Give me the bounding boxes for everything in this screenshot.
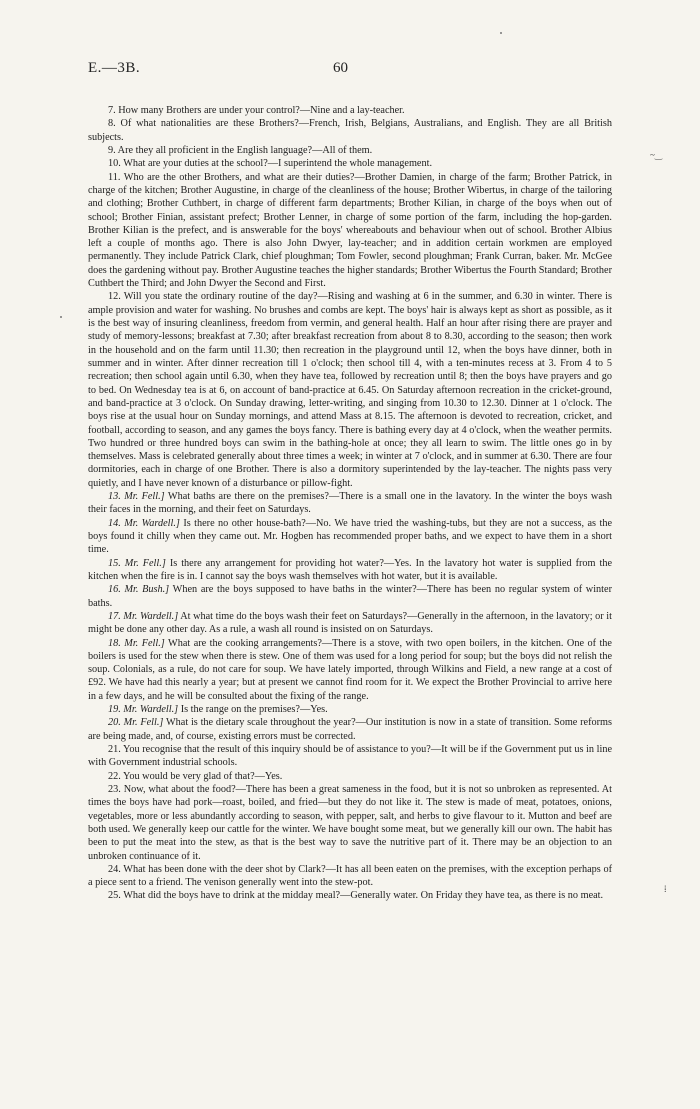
paragraph-text: 9. Are they all proficient in the English language?—All of them. (108, 144, 373, 156)
paragraph (88, 637, 612, 704)
paragraph (88, 144, 612, 157)
paragraph (88, 863, 612, 890)
paragraph-text: 11. Who are the other Brothers, and what are their duties?—Brother Damien, in charge of the farm; Brother Patrick, in charge of the kitchen; Brother Augustine, in charge of the cleanliness of the house; Brother Wibertus, in charge of the tailoring and clothing; Brother Cuthbert, in charge of different farm departments; Brother Kilian, in charge of the boys when out of school; Brother Finian, assistant prefect; Brother Lenner, in charge of some portion of the farm, including the hop-garden. Brother Kilian is the prefect, and is answerable for the boys' whereabouts and behaviour when out of school. Brother Albius left a couple of months ago. There is also John Dwyer, lay-teacher; and in addition certain workmen are employed permanently. They include Patrick Clark, chief ploughman; Tom Fowler, second ploughman; Frank Curran, baker. Mr. McGee does the gardening without pay. Brother Augustine teaches the higher standards; Brother Wibertus the Fourth Standard; Brother Cuthbert the Third; and John Dwyer the Second and First. (88, 171, 612, 290)
scan-speck (500, 32, 502, 34)
page-number: 60 (333, 60, 348, 76)
document-reference: E.—3B. (88, 60, 141, 76)
paragraph (88, 889, 612, 902)
paragraph (88, 557, 612, 584)
margin-mark: ⁞ (664, 884, 667, 894)
question-speaker: 18. Mr. Fell.] (108, 637, 165, 649)
paragraph-text: What is the dietary scale throughout the year?—Our institution is now in a state of transition. Some reforms are being made, and, of course, existing errors must be corrected. (88, 717, 612, 742)
paragraph (88, 703, 612, 716)
paragraph-text: 25. What did the boys have to drink at the midday meal?—Generally water. On Friday they have tea, as there is no meat. (108, 890, 604, 902)
paragraph-text: 23. Now, what about the food?—There has been a great sameness in the food, but it is not so unbroken as represented. At times the boys have had pork—roast, boiled, and fried—but they do not like it. The stew is made of meat, potatoes, onions, vegetables, more or less abundantly according to season, with pepper, salt, and herbs to give flavour to it. Mutton and beef are both used. We generally keep our cattle for the winter. We have bought some meat, but we generally kill our own. The habit has been to put the meat into the stew, as that is the best way to save the nutritive part of it. There may be an objection to an unbroken continuance of it. (88, 783, 612, 862)
paragraph-text: 22. You would be very glad of that?—Yes. (108, 770, 283, 782)
paragraph-text: 21. You recognise that the result of this inquiry should be of assistance to you?—It will be if the Government put us in line with Government industrial schools. (88, 744, 612, 769)
paragraph-text: At what time do the boys wash their feet on Saturdays?—Generally in the afternoon, in the lavatory; or it might be done any other day. As a rule, a wash all round is insisted on on Saturdays. (88, 610, 612, 636)
question-speaker: 16. Mr. Bush.] (108, 584, 170, 596)
question-speaker: 15. Mr. Fell.] (108, 557, 166, 569)
paragraph-text: 8. Of what nationalities are these Brothers?—French, Irish, Belgians, Australians, and English. They are all British subjects. (88, 118, 612, 143)
question-speaker: 20. Mr. Fell.] (108, 717, 164, 729)
paragraph (88, 517, 612, 557)
paragraph-text: When are the boys supposed to have baths in the winter?—There has been no regular system of winter baths. (88, 584, 612, 609)
paragraph (88, 716, 612, 743)
paragraph (88, 157, 612, 170)
page-header (88, 60, 612, 84)
paragraph (88, 583, 612, 610)
paragraph-text: Is there any arrangement for providing hot water?—Yes. In the lavatory hot water is supplied from the kitchen when the fire is in. I cannot say the boys wash themselves with hot water, but it is available. (88, 557, 613, 582)
paragraph (88, 117, 612, 144)
paragraph-text: 12. Will you state the ordinary routine of the day?—Rising and washing at 6 in the summer, and 6.30 in winter. There is ample provision and water for washing. No brushes and combs are kept. The boys' hair is always kept as short as possible, as it is the best way of insuring cleanliness, freedom from vermin, and general health. Half an hour after rising there are prayer and study of memory-lessons; breakfast at 7.30; after breakfast recreation from about 8 to 8.30, according to the season; then work in the household and on the farm until 11.30; then recreation in the playground until 12, when the boys have dinner, both in summer and in winter. After dinner recreation till 1 o'clock; then school till 4, with a ten-minutes recess at 3. From 4 to 5 recreation; then school again until 6.30, when they have tea, followed by recreation until 8; then the boys have prayers and go to bed. On Wednesday tea is at 6, on account of band-practice at 6.45. On Saturday afternoon recreation in the cricket-ground, and band-practice at 3 o'clock. On Sunday drawing, letter-writing, and singing from 10.30 to 12.30. Dinner at 1 o'clock. The boys rise at the usual hour on Sunday mornings, and attend Mass at 8.15. The afternoon is devoted to recreation, cricket, and football, according to season, and any games the boys fancy. There is bathing every day at 4 o'clock, when the weather permits. Two hundred or three hundred boys can swim in the bathing-hole at once; they all learn to swim. The little ones go in by themselves. Mass is celebrated generally about three times a week; in winter at 7 o'clock, and in summer at 6.30. There are four dormitories, each in charge of one Brother. There is also a dormitory superintended by the lay-teacher. The nights pass very quietly, and I have never known of a disturbance or pillow-fight. (88, 291, 612, 489)
paragraph (88, 104, 612, 117)
margin-mark: ~‿ (650, 150, 663, 160)
paragraph-text: What baths are there on the premises?—There is a small one in the lavatory. In the winter the boys wash their faces in the morning, and their feet on Saturdays. (88, 491, 612, 516)
paragraph-text: 7. How many Brothers are under your control?—Nine and a lay-teacher. (108, 105, 405, 116)
paragraph (88, 770, 612, 783)
question-speaker: 14. Mr. Wardell.] (108, 517, 180, 529)
paragraph (88, 743, 612, 770)
question-speaker: 13. Mr. Fell.] (108, 491, 165, 503)
paragraph-text: Is there no other house-bath?—No. We have tried the washing-tubs, but they are not a success, as the boys found it chilly when they came out. Mr. Hogben has recommended proper baths, and we expect to have them in a short time. (88, 517, 612, 556)
question-speaker: 19. Mr. Wardell.] (108, 704, 179, 716)
scan-speck (60, 316, 62, 318)
paragraph-text: 10. What are your duties at the school?—I superintend the whole management. (108, 158, 433, 170)
document-body (88, 104, 612, 903)
paragraph-text: What are the cooking arrangements?—There is a stove, with two open boilers, in the kitchen. One of the boilers is used for the stew when there is stew. One of them was used for a long period for soup; but the boys did not relish the soup. Colonials, as a rule, do not care for soup. We have lately imported, through Wilkins and Field, a new range at a cost of £92. We have had this nearly a year; but at present we cannot find room for it. We expect the Brother Provincial to arrive here in a few days, and he will be consulted about the fixing of the range. (88, 637, 612, 702)
paragraph-text: Is the range on the premises?—Yes. (180, 704, 328, 716)
paragraph (88, 610, 612, 637)
paragraph-text: 24. What has been done with the deer shot by Clark?—It has all been eaten on the premises, with the exception perhaps of a piece sent to a friend. The venison generally went into the stew-pot. (88, 863, 612, 889)
paragraph (88, 490, 612, 517)
paragraph (88, 171, 612, 291)
paragraph (88, 783, 612, 863)
paragraph (88, 290, 612, 490)
question-speaker: 17. Mr. Wardell.] (108, 610, 179, 622)
